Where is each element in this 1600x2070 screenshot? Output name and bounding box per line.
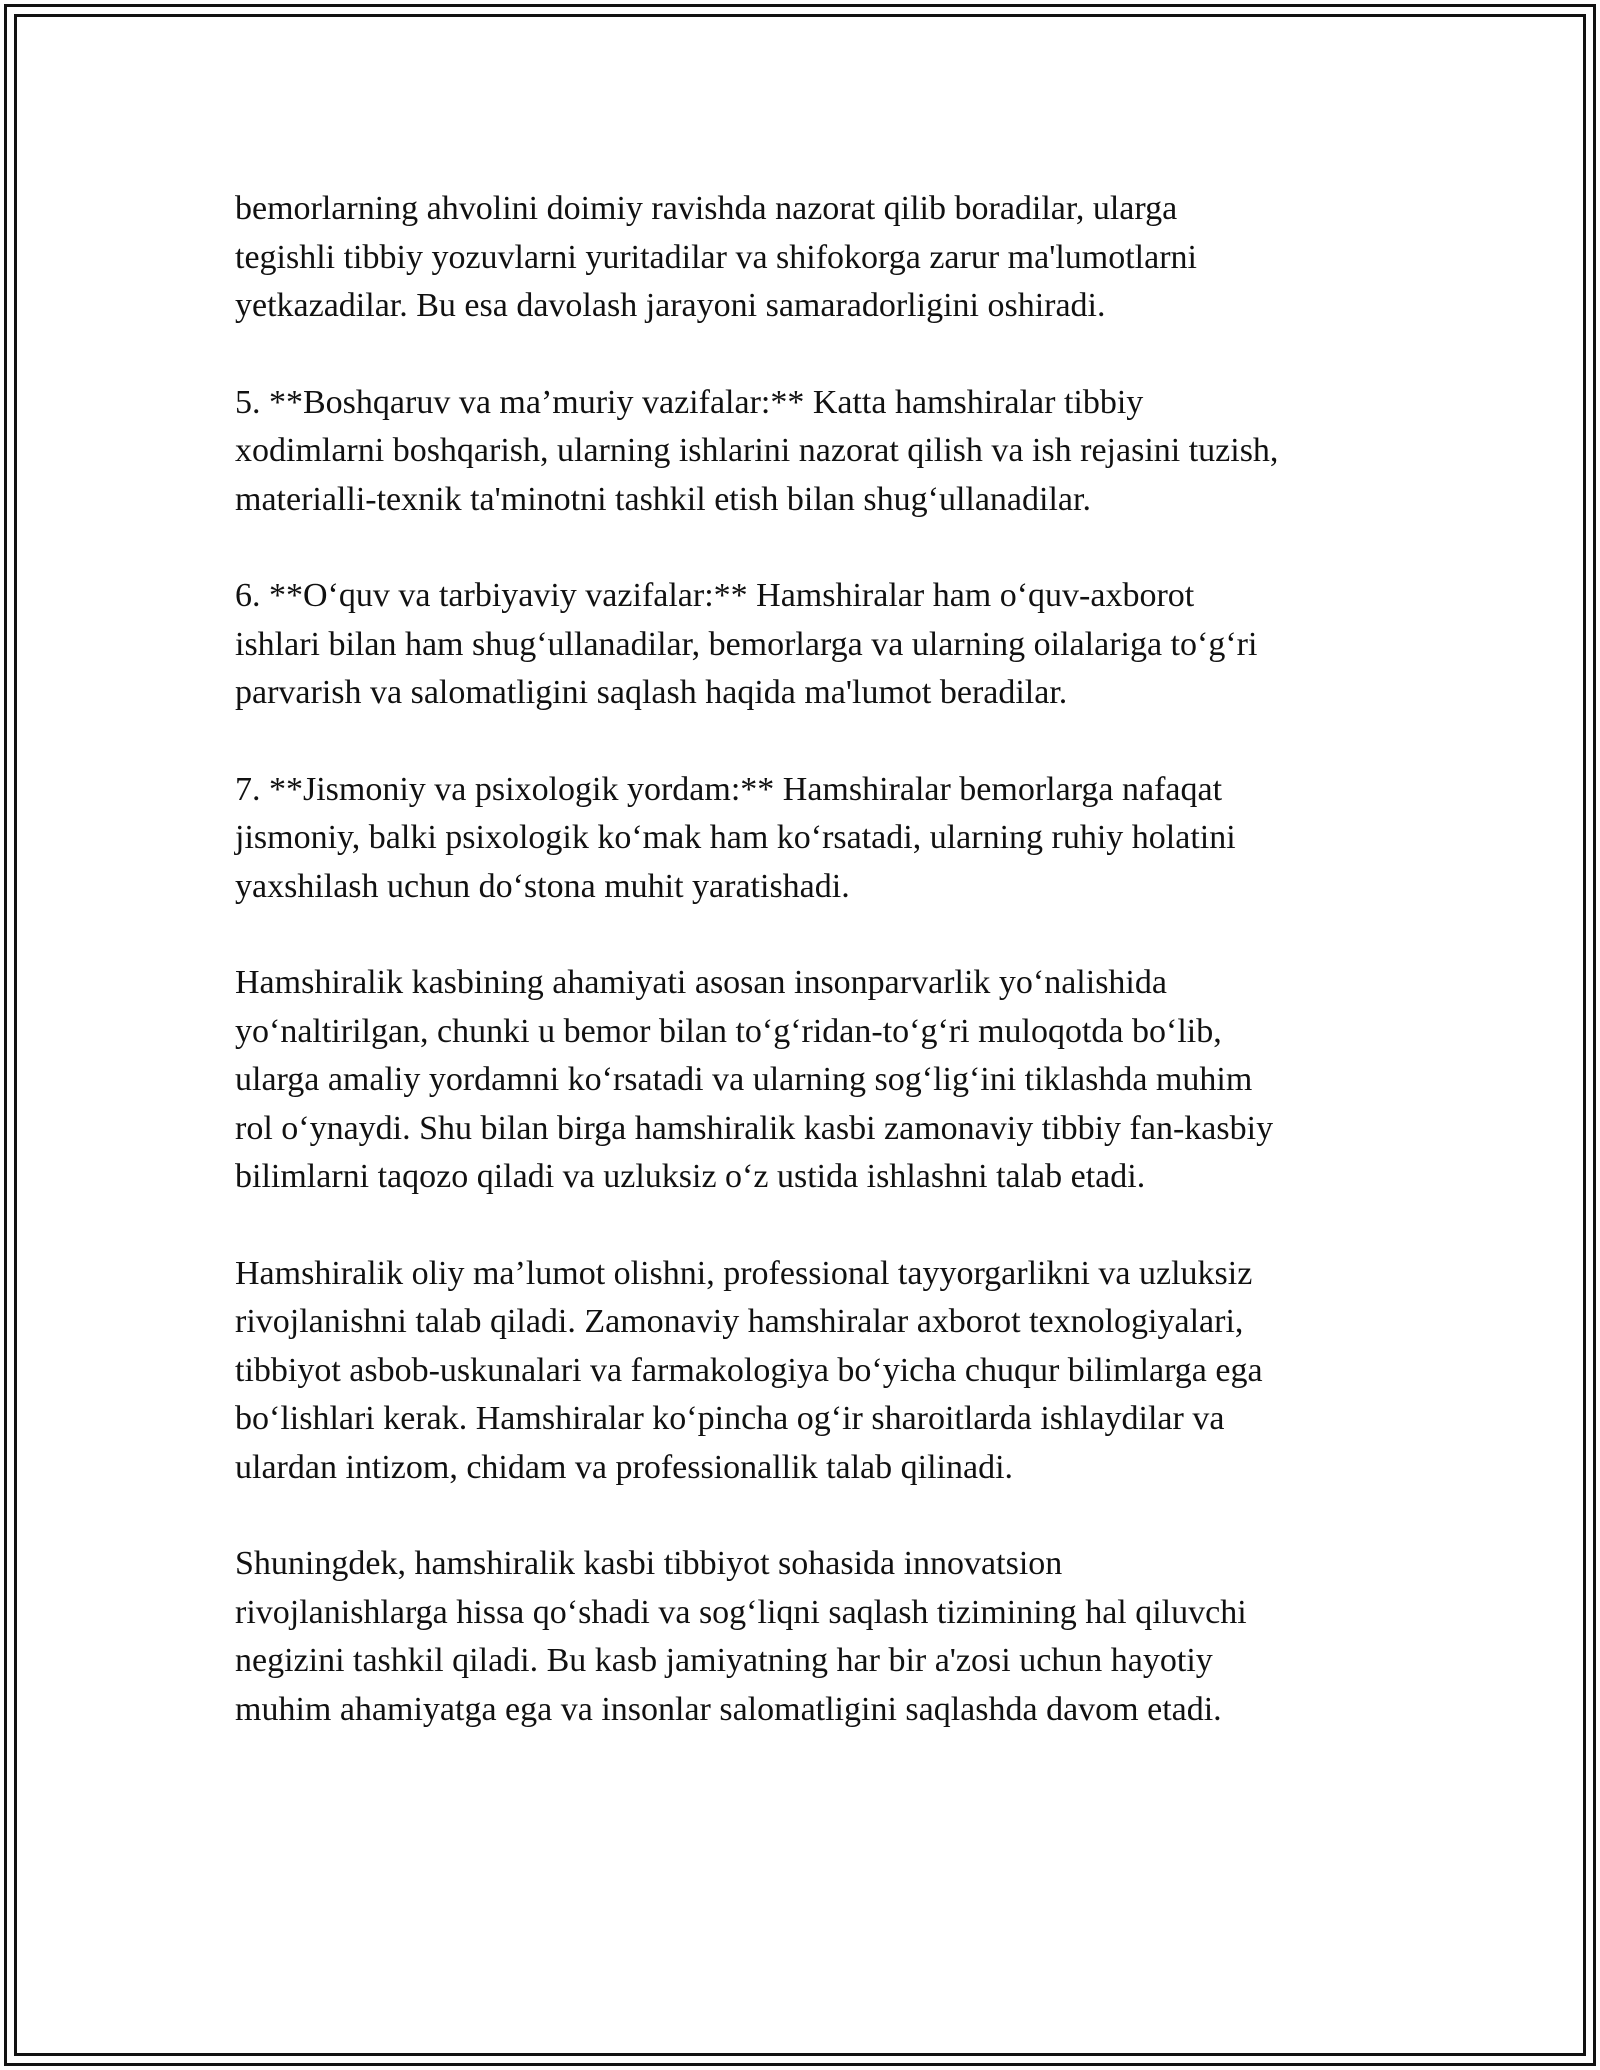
text-line: parvarish va salomatligini saqlash haqida ma'lumot beradilar. [235,674,1068,711]
text-line: 6. **O‘quv va tarbiyaviy vazifalar:** Hamshiralar ham o‘quv-axborot [235,577,1195,614]
text-line: xodimlarni boshqarish, ularning ishlarini nazorat qilish va ish rejasini tuzish, [235,432,1279,469]
text-line: rivojlanishlarga hissa qo‘shadi va sog‘liqni saqlash tizimining hal qiluvchi [235,1593,1247,1631]
text-line: materialli-texnik ta'minotni tashkil etish bilan shug‘ullanadilar. [235,480,1091,518]
text-line: ulardan intizom, chidam va professionallik talab qilinadi. [235,1448,1014,1486]
text-line: negizini tashkil qiladi. Bu kasb jamiyatning har bir a'zosi uchun hayotiy [235,1642,1213,1679]
text-line: muhim ahamiyatga ega va insonlar salomatligini saqlashda davom etadi. [235,1690,1222,1728]
text-line: jismoniy, balki psixologik ko‘mak ham ko‘rsatadi, ularning ruhiy holatini [235,819,1236,856]
text-line: Hamshiralik oliy ma’lumot olishni, professional tayyorgarlikni va uzluksiz [235,1254,1253,1292]
paragraph-item-6 [235,572,1395,718]
paragraph-conclusion [235,1540,1395,1734]
text-line: tegishli tibbiy yozuvlarni yuritadilar va shifokorga zarur ma'lumotlarni [235,238,1197,276]
text-line: yaxshilash uchun do‘stona muhit yaratishadi. [235,867,850,905]
text-line: Hamshiralik kasbining ahamiyati asosan insonparvarlik yo‘nalishida [235,964,1167,1001]
text-line: Shuningdek, hamshiralik kasbi tibbiyot sohasida innovatsion [235,1545,1063,1582]
text-line: ishlari bilan ham shug‘ullanadilar, bemorlarga va ularning oilalariga to‘g‘ri [235,625,1258,663]
text-line: rol o‘ynaydi. Shu bilan birga hamshiralik kasbi zamonaviy tibbiy fan-kasbiy [235,1109,1274,1147]
text-line: 5. **Boshqaruv va ma’muriy vazifalar:** Katta hamshiralar tibbiy [235,383,1144,421]
text-line: bemorlarning ahvolini doimiy ravishda nazorat qilib boradilar, ularga [235,190,1178,227]
paragraph-item-7 [235,766,1395,912]
text-line: yetkazadilar. Bu esa davolash jarayoni samaradorligini oshiradi. [235,287,1106,324]
paragraph-education [235,1250,1395,1493]
text-line: yo‘naltirilgan, chunki u bemor bilan to‘g‘ridan-to‘g‘ri muloqotda bo‘lib, [235,1012,1222,1050]
paragraph-item-5 [235,379,1395,525]
text-line: bo‘lishlari kerak. Hamshiralar ko‘pincha og‘ir sharoitlarda ishlaydilar va [235,1400,1225,1437]
text-line: tibbiyot asbob-uskunalari va farmakologiya bo‘yicha chuqur bilimlarga ega [235,1351,1263,1389]
paragraph-patient-monitoring [235,185,1395,331]
document-body [235,185,1395,1782]
text-line: rivojlanishni talab qiladi. Zamonaviy hamshiralar axborot texnologiyalari, [235,1303,1244,1340]
text-line: 7. **Jismoniy va psixologik yordam:** Hamshiralar bemorlarga nafaqat [235,770,1223,808]
text-line: bilimlarni taqozo qiladi va uzluksiz o‘z ustida ishlashni talab etadi. [235,1158,1146,1195]
text-line: ularga amaliy yordamni ko‘rsatadi va ularning sog‘lig‘ini tiklashda muhim [235,1061,1253,1098]
paragraph-importance [235,959,1395,1202]
